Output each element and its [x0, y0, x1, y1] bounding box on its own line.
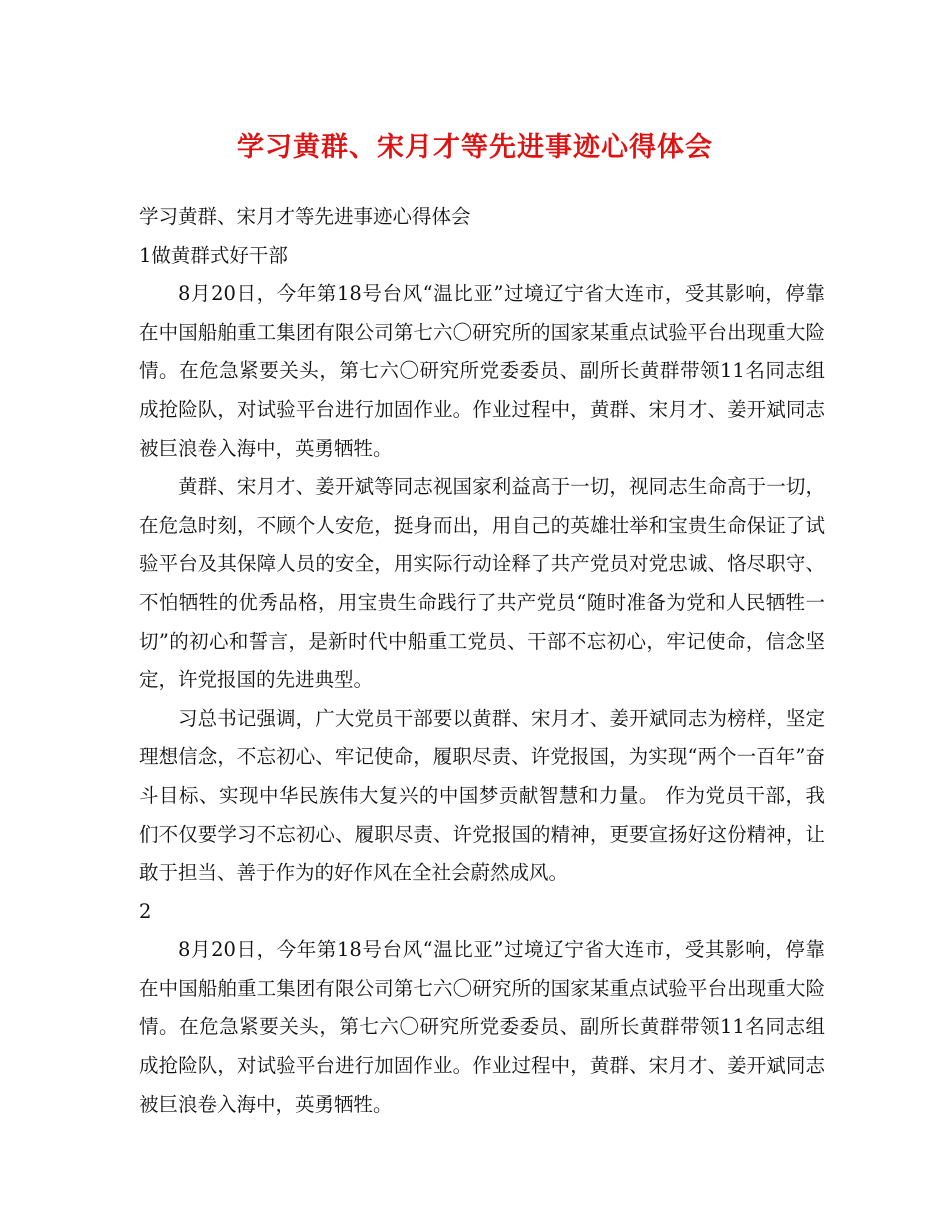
section-heading-1: 1做黄群式好干部: [139, 243, 288, 267]
document-body: [139, 198, 825, 1124]
subtitle-line: 学习黄群、宋月才等先进事迹心得体会: [139, 205, 471, 228]
body-paragraph: 8月20日，今年第18号台风“温比亚”过境辽宁省大连市，受其影响，停靠在中国船舶重工集团有限公司第七六〇研究所的国家某重点试验平台出现重大险情。在危急紧要关头，第七六〇研究所党委委员、副所长黄群带领11名同志组成抢险队，对试验平台进行加固作业。作业过程中，黄群、宋月才、姜开斌同志被巨浪卷入海中，英勇牺牲。: [139, 938, 825, 1116]
section-heading-2: 2: [139, 899, 152, 923]
body-paragraph: 习总书记强调，广大党员干部要以黄群、宋月才、姜开斌同志为榜样，坚定理想信念，不忘初心、牢记使命，履职尽责、许党报国，为实现“两个一百年”奋斗目标、实现中华民族伟大复兴的中国梦贡献智慧和力量。 作为党员干部，我们不仅要学习不忘初心、履职尽责、许党报国的精神，更要宣扬好这份精神，让敢于担当、善于作为的好作风在全社会蔚然成风。: [139, 706, 825, 885]
body-paragraph: 8月20日，今年第18号台风“温比亚”过境辽宁省大连市，受其影响，停靠在中国船舶重工集团有限公司第七六〇研究所的国家某重点试验平台出现重大险情。在危急紧要关头，第七六〇研究所党委委员、副所长黄群带领11名同志组成抢险队，对试验平台进行加固作业。作业过程中，黄群、宋月才、姜开斌同志被巨浪卷入海中，英勇牺牲。: [139, 282, 825, 460]
document-title: 学习黄群、宋月才等先进事迹心得体会: [237, 132, 713, 163]
body-paragraph: 黄群、宋月才、姜开斌等同志视国家利益高于一切，视同志生命高于一切，在危急时刻，不顾个人安危，挺身而出，用自己的英雄壮举和宝贵生命保证了试验平台及其保障人员的安全，用实际行动诠释了共产党员对党忠诚、恪尽职守、不怕牺牲的优秀品格，用宝贵生命践行了共产党员“随时准备为党和人民牺牲一切”的初心和誓言，是新时代中船重工党员、干部不忘初心，牢记使命，信念坚定，许党报国的先进典型。: [139, 475, 825, 692]
